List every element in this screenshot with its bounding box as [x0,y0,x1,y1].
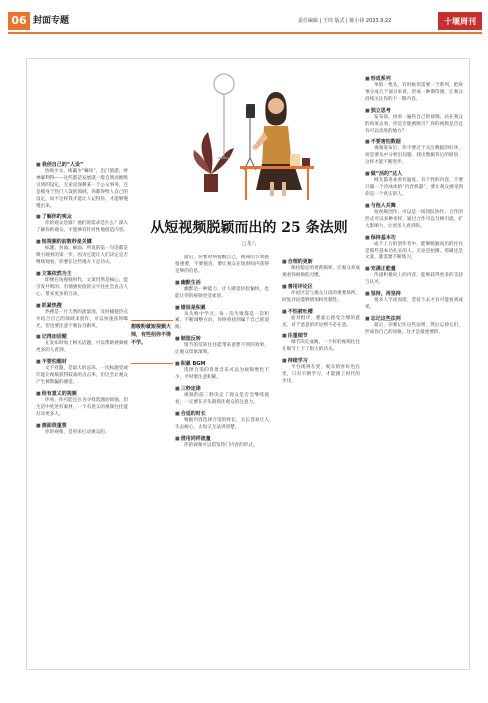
paragraph: 短视频创作，可以是一场团队协作。合作的形式可以多种多样，通过合作可以互相引流，扩大影响力，让更多人看到你。 [365,209,463,229]
newspaper-brand: 十堰周刊 [438,12,482,30]
subheading: ■ 独立思考 [365,107,463,115]
subheading: ■ 给有意义的视频 [36,390,128,398]
paragraph: 很多人半途而废，坚持下去才有可能看到成果。 [365,298,463,311]
subheading: ■ 了解你的观众 [36,213,128,221]
subheading: ■ 持续学习 [282,357,360,365]
section-r-4 [365,170,463,199]
section-m2-2 [175,304,269,333]
subheading: ■ 我创自己的“人设” [36,161,128,169]
section-m2-1 [175,279,269,301]
section-m3-3 [282,308,360,330]
paragraph: 文不对题，是最大的忌讳。一次标题党或许能让视频获得较高的点击率，但这会让观众产生被欺骗的感觉。 [36,366,128,386]
paragraph: 根据内容选择合适的时长，太长容易让人失去耐心，太短又无法讲清楚。 [175,417,269,430]
section-9 [36,422,128,437]
paragraph: 你的观众是谁？他们的需求是什么？深入了解你的观众，才能够有针对性地创造内容。 [36,221,128,234]
section-label: 封面专题 [33,16,70,26]
section-8 [36,390,128,419]
subheading: ■ 不要怕题材 [36,358,128,366]
paragraph: 网友都喜欢看有温度、有个性的内容，不要只做一个冷冰冰的“内容机器”，要让观众感受到你是一个真实的人。 [365,178,463,197]
paragraph: 平台规则在变，观众的喜好也在变，只有不断学习，才能跟上时代的步伐。 [282,365,360,385]
section-7 [36,358,128,387]
subheading: ■ 善用评论区 [282,283,360,291]
lead-paragraph: 最后，你要时刻提醒自己，视频的节奏感很重要，不要拖沓，要让观众在短时间内获得足够的信息。 [175,255,269,274]
section-m3-2 [282,283,360,305]
section-r-2 [365,107,463,136]
section-4 [36,270,128,299]
paragraph: 你的视频可以借鉴热门内容的形式。 [184,442,258,448]
paragraph: 从失败中学习，每一次失败都是一次积累，不断调整方向，你终将找到属于自己的道路。 [175,311,269,331]
paragraph: 视频的前三秒决定了观众是否会继续观看，一定要在开头就抓住观众的注意力。 [175,392,269,405]
vlogger-illustration [190,62,320,212]
paragraph: 你的视频，是用来打动观众的。 [45,429,110,435]
section-r-7 [365,265,463,287]
subheading: ■ 与他人共舞 [365,202,463,210]
paragraph: 细节决定成败，一个好的视频往往在细节上下了很大的功夫。 [282,340,360,353]
paragraph: 幽默是一种能力，让人感觉轻松愉快，也能让你的视频更受欢迎。 [175,286,269,299]
paragraph: 面对批评，要虚心接受合理的意见，对于恶意的评论则不必在意。 [282,315,360,328]
vlogger-figure [252,92,302,196]
subheading: ■ 制造反转 [175,335,269,343]
subheading: ■ 合理的更新 [282,258,360,266]
paragraph: 即便在短视频时代，文案仍然是核心，能引发共鸣的、有情感价值的文字往往会直击人心，带来更多的互动。 [36,277,128,297]
section-r-8 [365,290,463,312]
section-m3-4 [282,332,360,354]
column-middle-left [175,255,269,672]
section-3 [36,238,128,267]
subheading: ■ 坚持，再坚持 [365,290,463,298]
section-5 [36,302,128,331]
section-r-6 [365,234,463,263]
paragraph: 单的一集头，有时候你需要一个系列，把故事分成几个部分来讲，形成一种期待感，让观众持续关注你的下一期内容。 [365,83,463,102]
paragraph: 标题、封面、画面、所说的第一句话都是吸引观看的第一步，因为它能让人们决定是否继续观看。你要在这些地方下足功夫。 [36,246,128,266]
phone-tripod-icon [244,104,256,170]
section-m2-3 [175,335,269,357]
section-m2-4 [175,360,269,382]
subheading: ■ 文案依然为王 [36,270,128,278]
paragraph: 协助少女、街霸少“嘛串”，出门旅游，财神暴利得——这些都是发展就一般自然而被吸引到的设定，无论是深耕某一个公众事务，还是模身于热门人设的领域，你都得给人自己的设定，而不这样我才能让人记得你，才能够慢慢出来。 [36,169,128,209]
section-m3-1 [282,258,360,280]
pull-quote: 想吸粉就短视频大师，有些招你不得不学。 [131,320,173,364]
section-m2-7 [175,435,269,450]
subheading: ■ 不要害怕数据 [365,138,463,146]
subheading: ■ 记得加话题 [36,333,128,341]
section-r-9 [365,315,463,337]
page-number: 06 [8,12,30,30]
paragraph: 评论区是与观众互动的重要场所，回复评论能够增加粉丝黏性。 [282,290,360,303]
section-r-3 [365,138,463,167]
plant-icon [194,132,234,192]
section-r-5 [365,202,463,231]
section-r-1 [365,75,463,104]
page-header [8,12,482,30]
paragraph: 选择合适的背景音乐可以为视频增色不少，平时要注意积累。 [175,368,269,380]
subheading: ■ 保持基本功 [365,234,463,242]
section-1 [36,161,128,210]
paragraph: 视频发布后，你不要过于关注数据的好坏，而是要从中分析出问题，找出数据背后的原因，这样才能不断进步。 [365,146,463,166]
subheading: ■ 三秒定律 [175,385,269,393]
paragraph: 最后，你要记住这些法则，然后忘掉它们，形成你自己的风格，这才是最重要的。 [365,322,463,335]
paragraph: 发布前，再看一遍你自己的视频。站在观众的角度去看，你是否能被吸引？你的视频是否还有可以改进的地方？ [365,114,463,134]
subheading: ■ 注重细节 [282,332,360,340]
subheading: ■ 画面很重要 [36,422,128,430]
subheading: ■ 幽默生活 [175,279,269,287]
paragraph: 保持稳定的更新频率，让观众养成观看你视频的习惯。 [282,266,360,278]
subheading: ■ 错误是积累 [175,304,269,312]
section-6 [36,333,128,355]
subheading: ■ 积累 BGM [175,360,269,368]
subheading: ■ 充满正能量 [365,265,463,273]
subheading: ■ 抓紧热搜 [36,302,128,310]
subheading: ■ 借用同样流量 [175,435,269,443]
paragraph: 情节的反转往往能带来意想不到的效果，让观众印象深刻。 [175,343,269,356]
editor-credits: 责任编辑 | 王玮 版式 | 陈小祎 2023.9.22 [298,18,392,24]
subheading: ■ 忘记这些法则 [365,315,463,323]
paragraph: 在发布时加上相关话题，可以帮助视频被更多的人看到。 [36,341,128,354]
subheading: ■ 做“活的”达人 [365,170,463,178]
paragraph: 你看，你可能还在为寻找选题而烦恼，但生活中处处有素材，一个有意义的视频往往能打动更多人。 [36,397,128,417]
section-m2-5 [175,385,269,407]
subheading: ■ 合适的时长 [175,410,269,418]
subheading: ■ 不怕被吐槽 [282,308,360,316]
column-left [36,158,128,670]
column-middle-right [282,255,360,672]
article-title: 从短视频脱颖而出的 25 条法则 [150,220,348,236]
ring-light-icon [214,74,234,158]
header-rule [8,32,482,34]
section-2 [36,213,128,235]
column-right [365,72,463,672]
subheading: ■ 短视频的前数秒是关键 [36,238,128,246]
article-byline: □龙八 [241,241,257,247]
paragraph: 热搜是一片天然的流量池，及时捕捉热点并结合自己的领域来创作，可以快速获得曝光，但也要注意不要盲目跟风。 [36,309,128,329]
paragraph: 传递积极向上的内容，能够获得更多的支持与认可。 [365,273,463,286]
section-m3-5 [282,357,360,386]
subheading: ■ 形成系列 [365,75,463,83]
section-m2-6 [175,410,269,432]
paragraph: 成千上万的创作者中，能够脱颖而出的往往是那些基本功扎实的人。无论是拍摄、剪辑还是文案，都需要不断练习。 [365,241,463,261]
